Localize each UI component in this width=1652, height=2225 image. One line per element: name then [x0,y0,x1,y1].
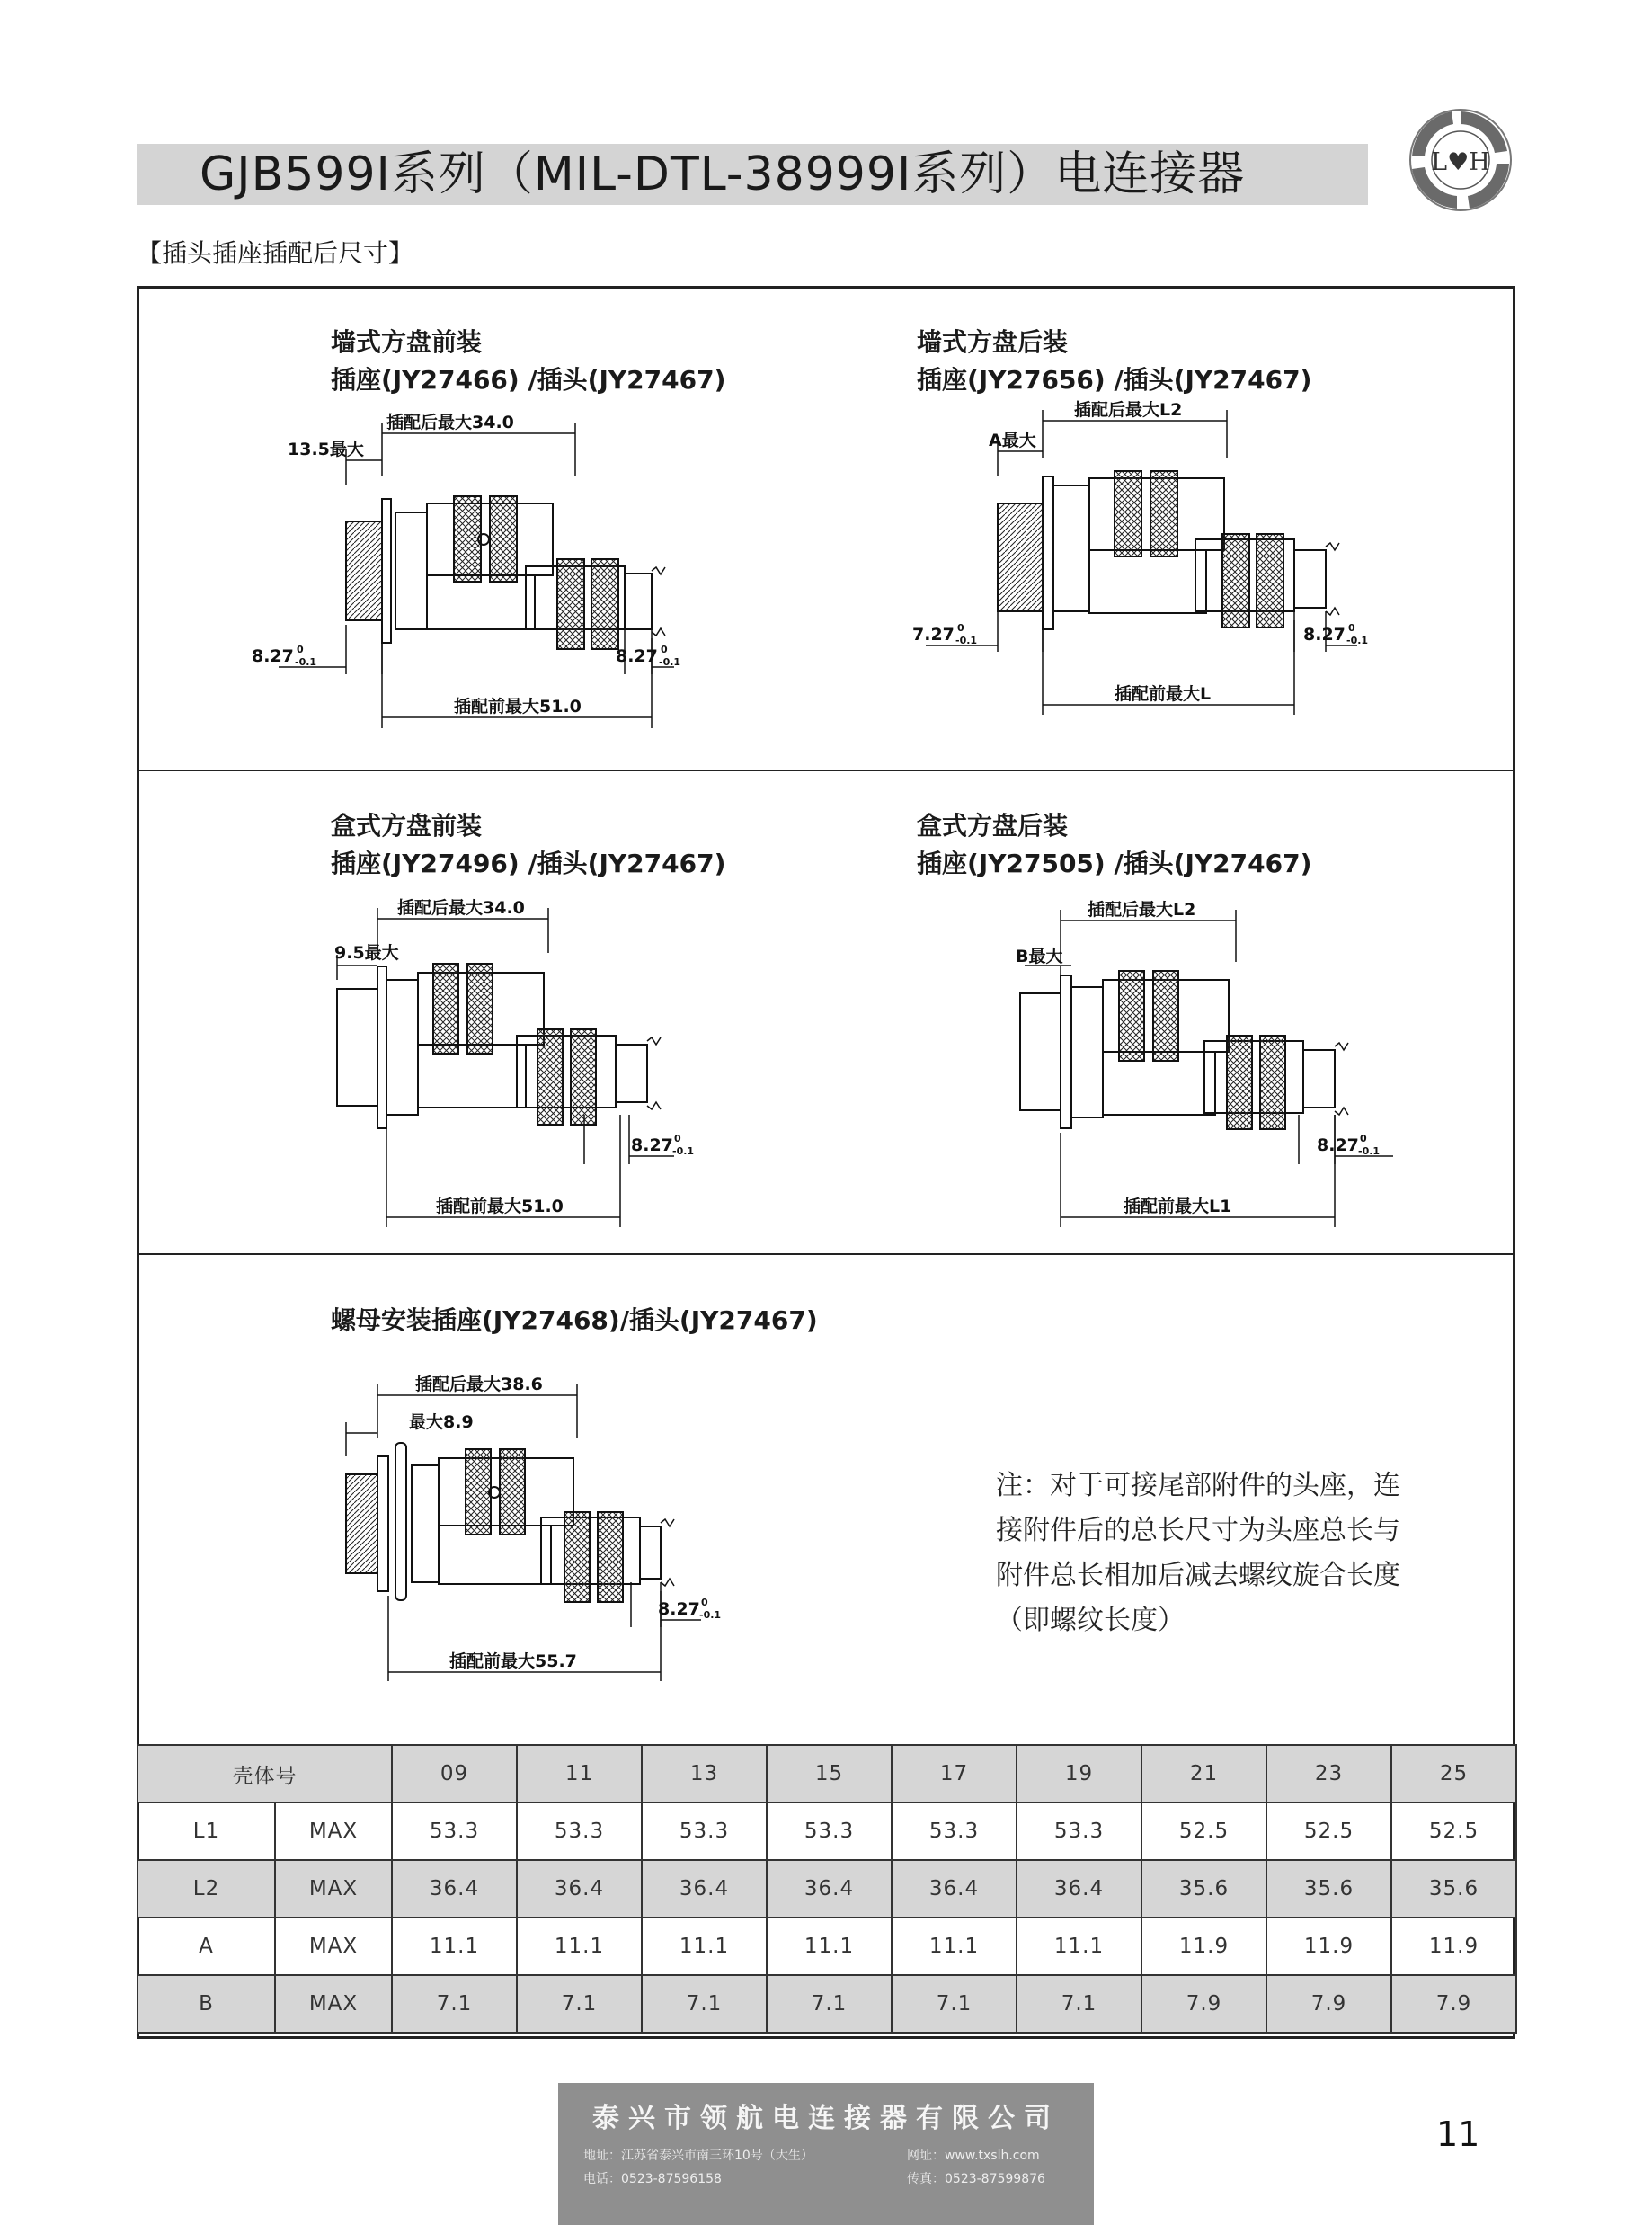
diagram3-tol-lower: -0.1 [672,1145,695,1157]
diagram3-title: 盒式方盘前装 [331,811,483,841]
table-row [138,1918,1516,1975]
table-cell: 36.4 [767,1860,892,1918]
table-cell: 7.9 [1141,1975,1266,2033]
table-cell: 7.1 [392,1975,517,2033]
footer-fax: 传真：0523-87599876 [907,2172,1045,2186]
diagram4-dim-after: 插配后最大L2 [1088,900,1196,920]
diagram5-caption [331,1302,818,1339]
table-header-cell: 13 [642,1745,767,1802]
lh-swirl-logo-icon [1407,106,1514,214]
diagram3-dim-after: 插配后最大34.0 [397,898,525,918]
page-title: GJB599Ⅰ系列（MIL-DTL-38999Ⅰ系列）电连接器 [200,147,1246,201]
table-cell: 36.4 [892,1860,1017,1918]
diagram2-tol-lower-r: -0.1 [1346,635,1369,646]
row-unit: MAX [275,1802,392,1860]
table-cell: 7.1 [517,1975,642,2033]
row-divider-2 [137,1253,1515,1255]
table-cell: 7.1 [1017,1975,1141,2033]
diagram5-tol-upper: 0 [701,1597,708,1608]
row-unit: MAX [275,1918,392,1975]
diagram1-drawing [252,414,683,737]
table-cell: 35.6 [1266,1860,1391,1918]
row-label: L2 [138,1860,275,1918]
diagram3-dim-right: 8.27 [631,1135,673,1155]
page-number: 11 [1436,2114,1480,2154]
diagram5-dim-flange: 最大8.9 [409,1412,474,1432]
diagram5-dim-before: 插配前最大55.7 [449,1651,577,1671]
table-cell: 11.9 [1266,1918,1391,1975]
diagram2-dim-flange: A最大 [989,431,1036,450]
row-unit: MAX [275,1975,392,2033]
diagram2-dim-left: 7.27 [912,625,955,645]
diagram1-dim-before: 插配前最大51.0 [454,697,582,716]
table-header-label: 壳体号 [138,1745,392,1802]
diagram2-dim-right: 8.27 [1303,625,1346,645]
diagram3-subtitle: 插座(JY27496) /插头(JY27467) [331,849,726,878]
diagram1-tol-upper: 0 [297,644,304,655]
diagram3-tol-upper: 0 [674,1133,681,1144]
footer-address: 地址：江苏省泰兴市南三环10号（大生） [583,2149,813,2163]
footer-website: 网址：www.txslh.com [907,2149,1040,2163]
row-unit: MAX [275,1860,392,1918]
table-cell: 52.5 [1141,1802,1266,1860]
table-cell: 11.1 [767,1918,892,1975]
diagram2-tol-upper: 0 [957,622,964,634]
table-cell: 11.1 [392,1918,517,1975]
diagram4-tol-upper: 0 [1360,1133,1367,1144]
table-header-row [138,1745,1516,1802]
table-header-cell: 15 [767,1745,892,1802]
footer-band [558,2083,1094,2225]
note-text: 注：对于可接尾部附件的头座，连接附件后的总长尺寸为头座总长与附件总长相加后减去螺纹旋合长度（即螺纹长度） [996,1470,1400,1636]
diagram2-caption [917,324,1311,399]
table-cell: 36.4 [392,1860,517,1918]
diagram3-dim-flange: 9.5最大 [334,943,399,963]
shell-size-table [137,1744,1517,2034]
diagram3-drawing [324,890,701,1232]
diagram1-tol-lower: -0.1 [295,656,317,668]
diagram4-tol-lower: -0.1 [1358,1145,1381,1157]
table-cell: 11.9 [1141,1918,1266,1975]
diagram2-tol-lower: -0.1 [955,635,978,646]
diagram5-dim-after: 插配后最大38.6 [415,1375,543,1394]
diagram1-dim-right: 8.27 [616,646,658,666]
logo-text: L♥H [1431,148,1490,176]
table-cell: 7.1 [892,1975,1017,2033]
table-cell: 35.6 [1391,1860,1516,1918]
diagram2-drawing [908,396,1375,728]
table-header-cell: 17 [892,1745,1017,1802]
diagram1-subtitle: 插座(JY27466) /插头(JY27467) [331,365,726,395]
diagram1-dim-flange: 13.5最大 [288,440,364,459]
table-row [138,1802,1516,1860]
table-cell: 53.3 [517,1802,642,1860]
table-cell: 11.9 [1391,1918,1516,1975]
diagram2-title: 墙式方盘后装 [917,327,1069,357]
diagram4-drawing [998,890,1420,1232]
diagram4-dim-before: 插配前最大L1 [1124,1197,1232,1216]
table-cell: 11.1 [1017,1918,1141,1975]
table-cell: 53.3 [392,1802,517,1860]
diagram1-tol-upper-r: 0 [661,644,668,655]
diagram4-title: 盒式方盘后装 [917,811,1069,841]
row-label: L1 [138,1802,275,1860]
diagram2-tol-upper-r: 0 [1348,622,1355,634]
table-cell: 7.9 [1391,1975,1516,2033]
company-name: 泰兴市领航电连接器有限公司 [592,2103,1060,2134]
diagram5-drawing [333,1357,722,1690]
diagram2-dim-before: 插配前最大L [1115,684,1212,704]
diagram1-caption [331,324,725,399]
table-cell: 52.5 [1266,1802,1391,1860]
table-cell: 36.4 [642,1860,767,1918]
diagram4-subtitle: 插座(JY27505) /插头(JY27467) [917,849,1312,878]
diagram1-dim-after: 插配后最大34.0 [386,413,514,432]
table-header-cell: 21 [1141,1745,1266,1802]
table-cell: 11.1 [892,1918,1017,1975]
diagram5-tol-lower: -0.1 [699,1609,722,1621]
diagram1-title: 墙式方盘前装 [331,327,483,357]
table-cell: 53.3 [767,1802,892,1860]
table-cell: 11.1 [642,1918,767,1975]
table-header-cell: 23 [1266,1745,1391,1802]
row-divider-1 [137,770,1515,771]
row-label: A [138,1918,275,1975]
diagram4-dim-right: 8.27 [1317,1135,1359,1155]
diagram5-dim-right: 8.27 [658,1599,700,1619]
table-cell: 11.1 [517,1918,642,1975]
table-header-cell: 25 [1391,1745,1516,1802]
diagram3-dim-before: 插配前最大51.0 [436,1197,564,1216]
diagram2-subtitle: 插座(JY27656) /插头(JY27467) [917,365,1312,395]
table-cell: 52.5 [1391,1802,1516,1860]
table-row [138,1860,1516,1918]
table-cell: 7.9 [1266,1975,1391,2033]
table-cell: 7.1 [642,1975,767,2033]
table-cell: 53.3 [1017,1802,1141,1860]
diagram5-title: 螺母安装插座(JY27468)/插头(JY27467) [331,1305,818,1335]
table-cell: 7.1 [767,1975,892,2033]
diagram1-tol-lower-r: -0.1 [659,656,681,668]
diagram2-dim-after: 插配后最大L2 [1074,400,1183,420]
table-header-cell: 19 [1017,1745,1141,1802]
table-cell: 53.3 [892,1802,1017,1860]
table-cell: 36.4 [1017,1860,1141,1918]
section-label: 【插头插座插配后尺寸】 [137,238,414,268]
diagram4-caption [917,807,1311,883]
table-row [138,1975,1516,2033]
footer-phone: 电话：0523-87596158 [583,2172,722,2186]
table-cell: 35.6 [1141,1860,1266,1918]
row-label: B [138,1975,275,2033]
table-header-cell: 09 [392,1745,517,1802]
table-cell: 53.3 [642,1802,767,1860]
diagram1-dim-left: 8.27 [252,646,294,666]
diagram3-caption [331,807,725,883]
diagram4-dim-flange: B最大 [1016,947,1063,966]
table-header-cell: 11 [517,1745,642,1802]
table-cell: 36.4 [517,1860,642,1918]
